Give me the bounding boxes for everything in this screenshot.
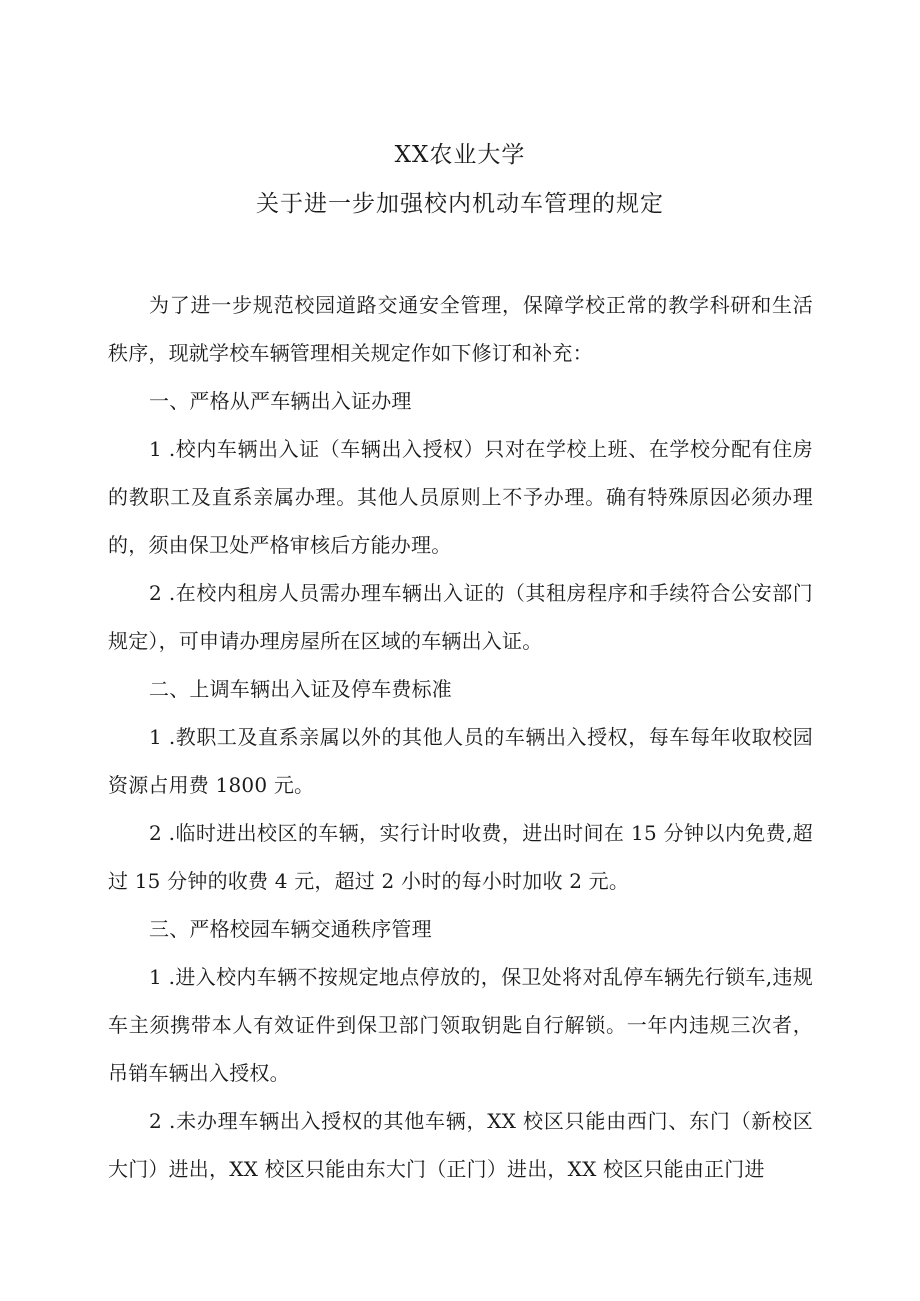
section-heading-3: 三、严格校园车辆交通秩序管理 — [149, 917, 432, 941]
section-heading-1: 一、严格从严车辆出入证办理 — [149, 389, 412, 413]
document-title-regulation: 关于进一步加强校内机动车管理的规定 — [256, 191, 664, 217]
clause-3-1: 1 .进入校内车辆不按规定地点停放的，保卫处将对乱停车辆先行锁车,违规车主须携带本人有效证件到保卫部门领取钥匙自行解锁。一年内违规三次者，吊销车辆出入授权。 — [108, 965, 813, 1085]
clause-1-1: 1 .校内车辆出入证（车辆出入授权）只对在学校上班、在学校分配有住房的教职工及直系亲属办理。其他人员原则上不予办理。确有特殊原因必须办理的，须由保卫处严格审核后方能办理。 — [108, 437, 813, 557]
intro-paragraph: 为了进一步规范校园道路交通安全管理，保障学校正常的教学科研和生活秩序，现就学校车辆管理相关规定作如下修订和补充： — [108, 293, 813, 365]
clause-1-2: 2 .在校内租房人员需办理车辆出入证的（其租房程序和手续符合公安部门规定），可申请办理房屋所在区域的车辆出入证。 — [108, 581, 813, 653]
clause-2-2: 2 .临时进出校区的车辆，实行计时收费，进出时间在 15 分钟以内免费,超过 15 分钟的收费 4 元，超过 2 小时的每小时加收 2 元。 — [108, 821, 813, 893]
clause-2-1: 1 .教职工及直系亲属以外的其他人员的车辆出入授权，每车每年收取校园资源占用费 1800 元。 — [108, 725, 813, 797]
document-title-institution: XX农业大学 — [394, 142, 526, 168]
clause-3-2: 2 .未办理车辆出入授权的其他车辆，XX 校区只能由西门、东门（新校区大门）进出，XX 校区只能由东大门（正门）进出，XX 校区只能由正门进 — [108, 1109, 813, 1181]
section-heading-2: 二、上调车辆出入证及停车费标准 — [149, 677, 452, 701]
document-body — [108, 281, 813, 1193]
